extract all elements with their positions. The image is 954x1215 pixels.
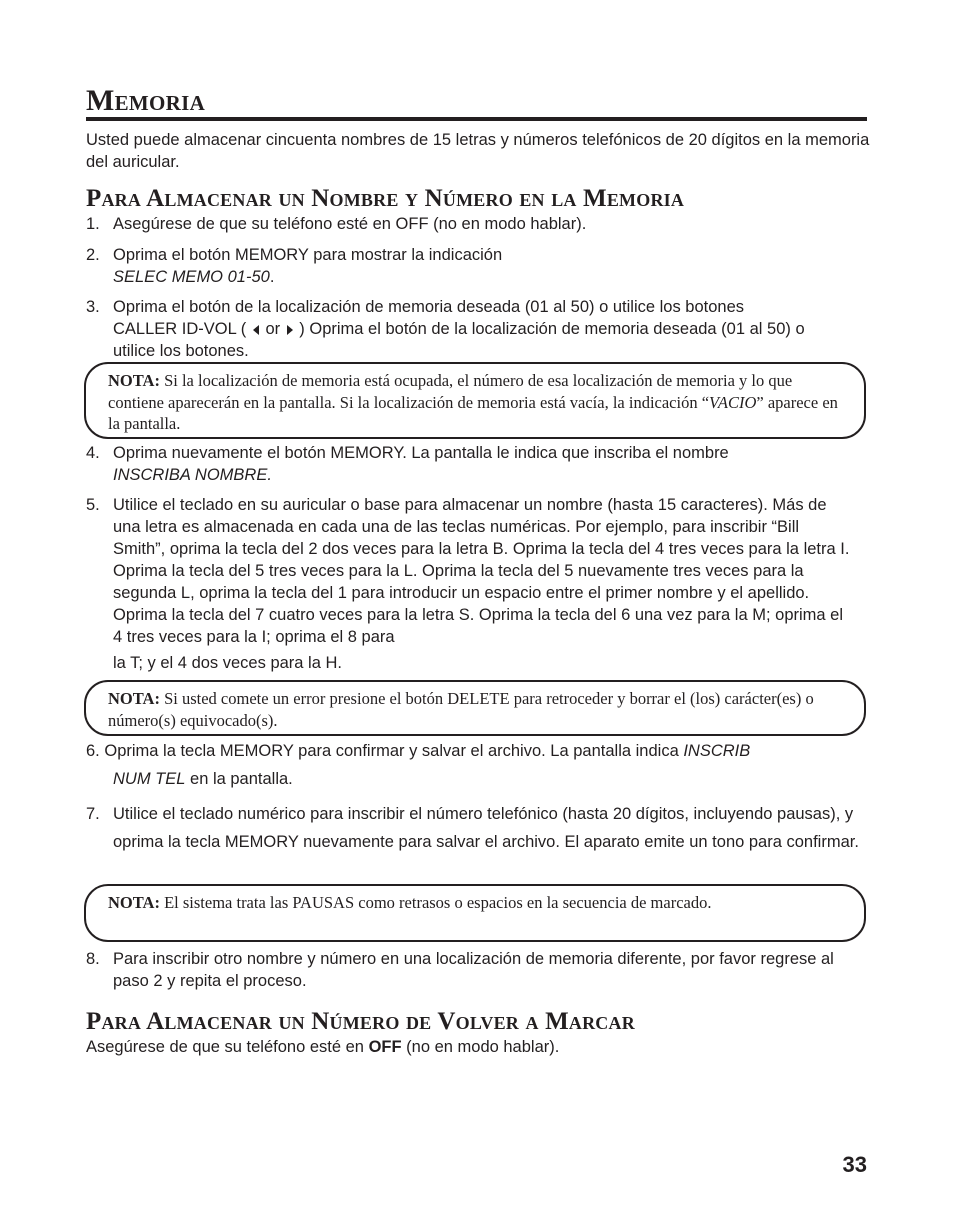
section2-text-end: (no en modo hablar). (406, 1038, 560, 1056)
note-text: El sistema trata las PAUSAS como retrasos o espacios en la secuencia de marcado. (164, 893, 712, 912)
step-text: Oprima nuevamente el botón MEMORY. La pantalla le indica que inscriba el nombre (113, 444, 729, 462)
page-number: 33 (842, 1152, 867, 1177)
step-3 (86, 296, 871, 362)
step-text-end: en la pantalla. (190, 770, 293, 788)
page-title: Memoria (86, 84, 206, 117)
step-6 (86, 737, 871, 793)
section2-paragraph (86, 1036, 559, 1058)
off-keyword: OFF (368, 1038, 402, 1056)
step-text-b: ) Oprima el botón de la localización de memoria deseada (01 al 50) o utilice los botones. (113, 320, 805, 360)
step-4 (86, 442, 871, 486)
intro-paragraph: Usted puede almacenar cincuenta nombres de 15 letras y números telefónicos de 20 dígitos en la memoria del auricular. (86, 131, 870, 171)
display-indication: VACIO (709, 392, 757, 412)
step-8 (86, 948, 871, 992)
step-text: Utilice el teclado numérico para inscribir el número telefónico (hasta 20 dígitos, incluyendo pausas), y oprima la tecla MEMORY nuevamente para salvar el archivo. El aparato emite un tono para confirmar. (113, 805, 859, 851)
display-indication-2: NUM TEL (113, 770, 186, 788)
step-text: Asegúrese de que su teléfono esté en OFF (no en modo hablar). (113, 215, 587, 233)
note-box (84, 680, 866, 736)
triangle-left-icon (253, 325, 259, 335)
step-text: Para inscribir otro nombre y número en una localización de memoria diferente, por favor regrese al paso 2 y repita el proceso. (113, 950, 834, 990)
section-heading-redial-number: Para Almacenar un Número de Volver a Marcar (86, 1008, 635, 1035)
step-text: Oprima la tecla MEMORY para confirmar y salvar el archivo. La pantalla indica (104, 742, 679, 760)
note-label: NOTA: (108, 893, 160, 912)
step-7 (86, 800, 871, 856)
note-label: NOTA: (108, 689, 160, 708)
display-indication: SELEC MEMO 01-50 (113, 268, 270, 286)
section2-text: Asegúrese de que su teléfono esté en (86, 1038, 364, 1056)
display-indication: INSCRIB (683, 742, 751, 760)
section-heading-store-name-number: Para Almacenar un Nombre y Número en la Memoria (86, 185, 685, 212)
note-label: NOTA: (108, 371, 160, 390)
note-box (84, 362, 866, 439)
step-number: 6. (86, 742, 100, 760)
triangle-right-icon (287, 325, 293, 335)
note-text: Si usted comete un error presione el botón DELETE para retroceder y borrar el (los) carácter(es) o número(s) equivocado(s). (108, 689, 814, 730)
step-text: Oprima el botón MEMORY para mostrar la indicación (113, 246, 503, 264)
step-number: 8. (86, 950, 100, 968)
note-box (84, 884, 866, 942)
step-number: 3. (86, 298, 100, 316)
step-number: 4. (86, 444, 100, 462)
or-word: or (265, 320, 281, 338)
step-2 (86, 244, 871, 288)
step-text-tail: la T; y el 4 dos veces para la H. (113, 654, 342, 672)
note-text: Si la localización de memoria está ocupada, el número de esa localización de memoria y lo que contiene aparecerán en la pantalla. Si la localización de memoria está vacía, la indicación “ (108, 371, 793, 412)
step-punctuation: . (269, 268, 275, 286)
step-number: 1. (86, 215, 100, 233)
step-text: Utilice el teclado en su auricular o base para almacenar un nombre (hasta 15 caracteres). Más de una letra es almacenada en cada una de las teclas numéricas. Por ejemplo, para inscribir “Bill Smith”, oprima la tecla del 2 dos veces para la letra B. Oprima la tecla del 4 tres veces para la letra I. Oprima la tecla del 5 tres veces para la L. Oprima la tecla del 5 nuevamente tres veces para la segunda L, oprima la tecla del 1 para introducir un espacio entre el primer nombre y el apellido. Oprima la tecla del 7 cuatro veces para la letra S. Oprima la tecla del 6 una vez para la M; oprima el 4 tres veces para la I; oprima el 8 para (113, 496, 850, 646)
title-rule (86, 117, 867, 121)
step-5-tail (86, 652, 871, 674)
step-text-a: Oprima el botón de la localización de memoria deseada (01 al 50) o utilice los botones CALLER ID-VOL ( (113, 298, 745, 338)
display-indication: INSCRIBA NOMBRE. (113, 466, 272, 484)
step-number: 7. (86, 805, 100, 823)
step-1 (86, 213, 871, 235)
step-number: 2. (86, 246, 100, 264)
step-number: 5. (86, 496, 100, 514)
step-5 (86, 494, 871, 648)
note-text-end: ” aparece en la pantalla. (108, 392, 838, 433)
